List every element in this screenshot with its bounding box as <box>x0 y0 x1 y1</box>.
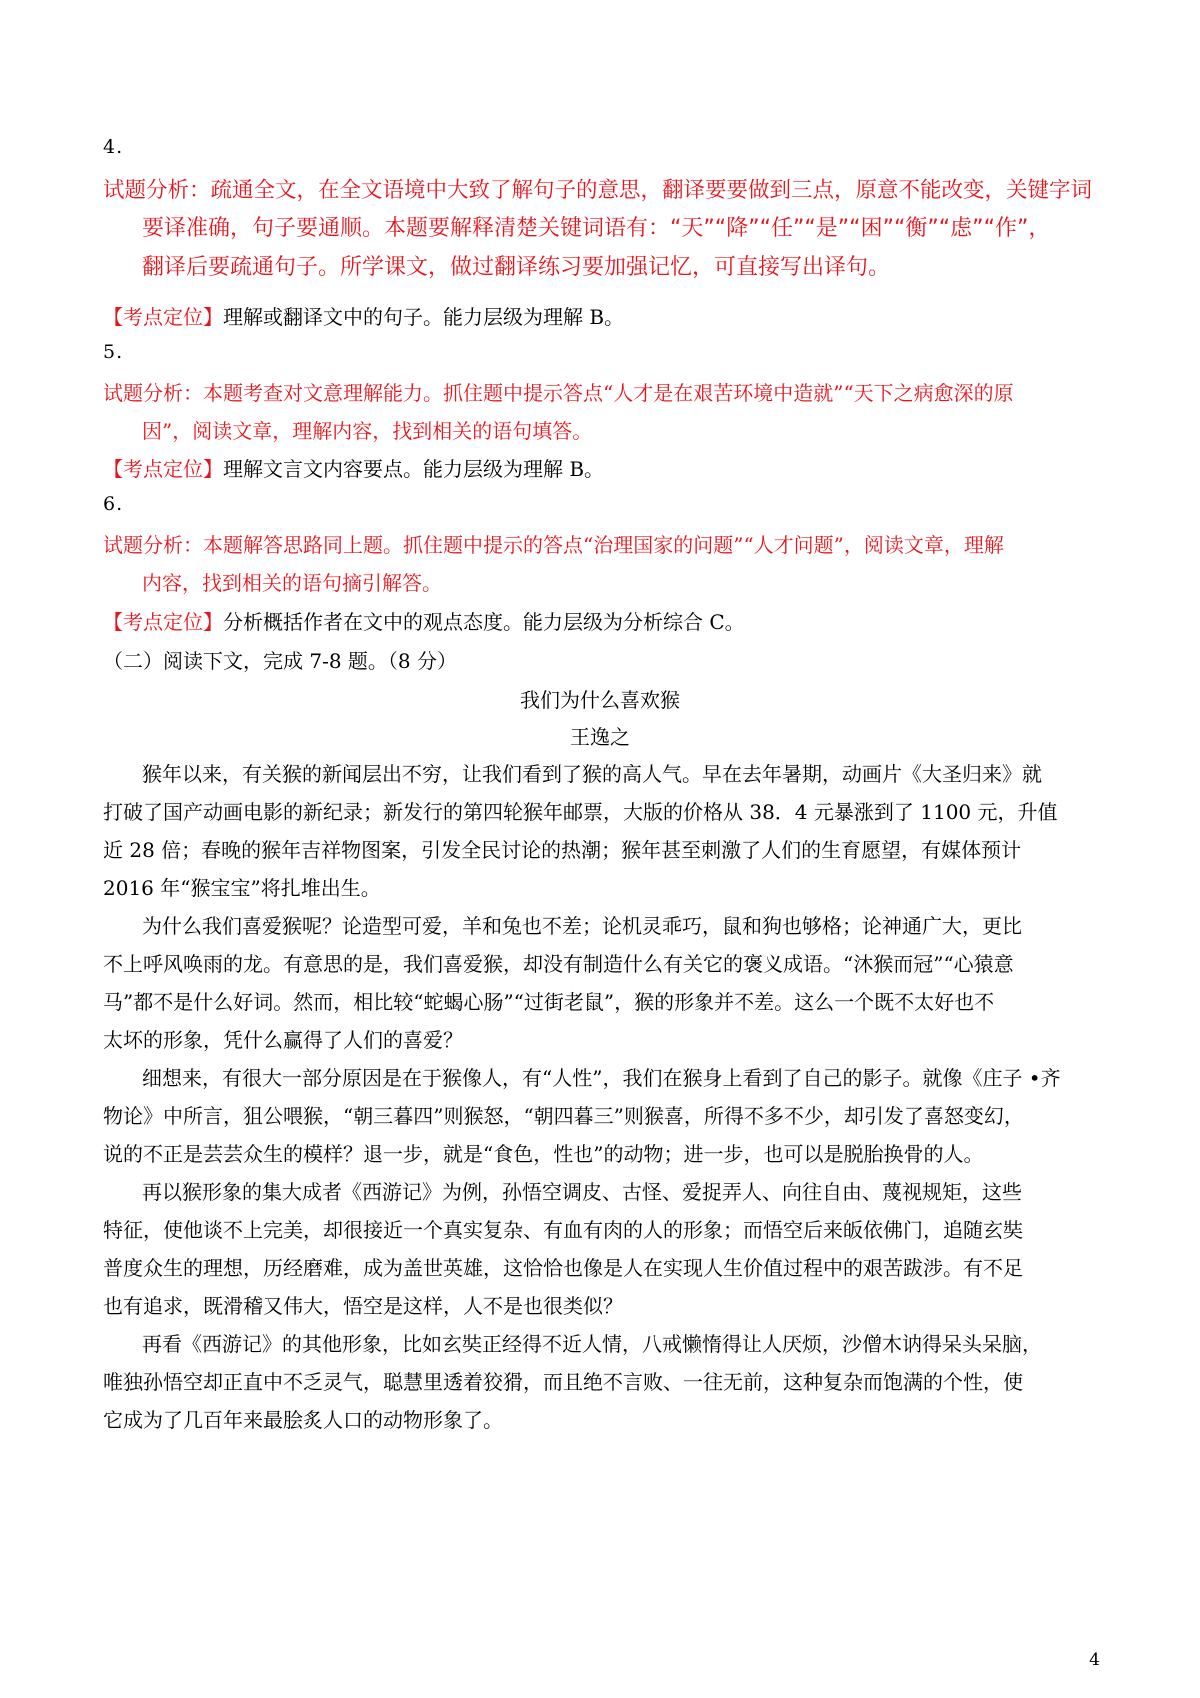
paragraph-4-line-2: 特征，使他谈不上完美，却很接近一个真实复杂、有血有肉的人的形象；而悟空后来皈依佛门，追随玄奘 <box>103 1218 1023 1242</box>
q5-kaodian <box>103 453 604 482</box>
question-number-4: 4. <box>103 136 124 158</box>
paragraph-1-line-2: 打破了国产动画电影的新纪录；新发行的第四轮猴年邮票，大版的价格从 38．4 元暴涨到了 1100 元，升值 <box>103 800 1058 824</box>
paragraph-1-line-4: 2016 年“猴宝宝”将扎堆出生。 <box>103 876 381 900</box>
kaodian-label: 【考点定位】 <box>103 610 223 634</box>
q6-analysis-line-2: 内容，找到相关的语句摘引解答。 <box>142 571 442 595</box>
paragraph-1-line-3: 近 28 倍；春晚的猴年吉祥物图案，引发全民讨论的热潮；猴年甚至刺激了人们的生育愿望，有媒体预计 <box>103 838 1022 862</box>
paragraph-3-line-1: 细想来，有很大一部分原因是在于猴像人，有“人性”，我们在猴身上看到了自己的影子。就像《庄子 •齐 <box>142 1066 1061 1090</box>
article-title: 我们为什么喜欢猴 <box>520 688 680 712</box>
paragraph-4-line-1: 再以猴形象的集大成者《西游记》为例，孙悟空调皮、古怪、爱捉弄人、向往自由、蔑视规矩，这些 <box>142 1180 1022 1204</box>
question-number-6: 6. <box>103 493 124 515</box>
kaodian-text: 分析概括作者在文中的观点态度。能力层级为分析综合 C。 <box>223 610 745 634</box>
paragraph-2-line-1: 为什么我们喜爱猴呢？论造型可爱，羊和兔也不差；论机灵乖巧，鼠和狗也够格；论神通广大，更比 <box>142 914 1022 938</box>
paragraph-2-line-4: 太坏的形象，凭什么赢得了人们的喜爱？ <box>103 1028 463 1052</box>
paragraph-2-line-2: 不上呼风唤雨的龙。有意思的是，我们喜爱猴，却没有制造什么有关它的褒义成语。“沐猴而冠”“心猿意 <box>103 952 1014 976</box>
paragraph-5-line-1: 再看《西游记》的其他形象，比如玄奘正经得不近人情，八戒懒惰得让人厌烦，沙僧木讷得呆头呆脑， <box>142 1332 1042 1356</box>
paragraph-1-line-1: 猴年以来，有关猴的新闻层出不穷，让我们看到了猴的高人气。早在去年暑期，动画片《大圣归来》就 <box>142 762 1042 786</box>
paragraph-5-line-2: 唯独孙悟空却正直中不乏灵气，聪慧里透着狡猾，而且绝不言败、一往无前，这种复杂而饱满的个性，使 <box>103 1370 1023 1394</box>
q4-kaodian <box>103 301 624 330</box>
paragraph-3-line-3: 说的不正是芸芸众生的模样？退一步，就是“食色，性也”的动物；进一步，也可以是脱胎换骨的人。 <box>103 1142 984 1166</box>
q4-analysis-line-3: 翻译后要疏通句子。所学课文，做过翻译练习要加强记忆，可直接写出译句。 <box>142 255 891 280</box>
section-heading: （二）阅读下文，完成 7-8 题。（8 分） <box>103 649 458 673</box>
paragraph-2-line-3: 马”都不是什么好词。然而，相比较“蛇蝎心肠”“过街老鼠”，猴的形象并不差。这么一个既不太好也不 <box>103 990 995 1014</box>
q5-analysis-line-2: 因”，阅读文章，理解内容，找到相关的语句填答。 <box>142 419 593 443</box>
kaodian-text: 理解文言文内容要点。能力层级为理解 B。 <box>223 457 605 481</box>
kaodian-label: 【考点定位】 <box>103 305 223 329</box>
article-author: 王逸之 <box>570 725 630 749</box>
page-number: 4 <box>1089 1650 1100 1670</box>
q4-analysis-line-1: 试题分析：疏通全文，在全文语境中大致了解句子的意思，翻译要要做到三点，原意不能改变，关键字词 <box>103 178 1093 203</box>
paragraph-4-line-3: 普度众生的理想，历经磨难，成为盖世英雄，这恰恰也像是人在实现人生价值过程中的艰苦跋涉。有不足 <box>103 1256 1023 1280</box>
q6-analysis-line-1: 试题分析：本题解答思路同上题。抓住题中提示的答点“治理国家的问题”“人才问题”，阅读文章，理解 <box>103 533 1004 557</box>
q5-analysis-line-1: 试题分析：本题考查对文意理解能力。抓住题中提示答点“人才是在艰苦环境中造就”“天下之病愈深的原 <box>103 381 1014 405</box>
q6-kaodian <box>103 606 745 635</box>
question-number-5: 5. <box>103 341 124 363</box>
paragraph-3-line-2: 物论》中所言，狙公喂猴，“朝三暮四”则猴怒，“朝四暮三”则猴喜，所得不多不少，却引发了喜怒变幻， <box>103 1104 1024 1128</box>
paragraph-4-line-4: 也有追求，既滑稽又伟大，悟空是这样，人不是也很类似？ <box>103 1294 623 1318</box>
q4-analysis-line-2: 要译准确，句子要通顺。本题要解释清楚关键词语有：“天”“降”“任”“是”“困”“衡”“虑”“作”， <box>142 216 1051 241</box>
kaodian-text: 理解或翻译文中的句子。能力层级为理解 B。 <box>223 305 625 329</box>
kaodian-label: 【考点定位】 <box>103 457 223 481</box>
paragraph-5-line-3: 它成为了几百年来最脍炙人口的动物形象了。 <box>103 1408 503 1432</box>
